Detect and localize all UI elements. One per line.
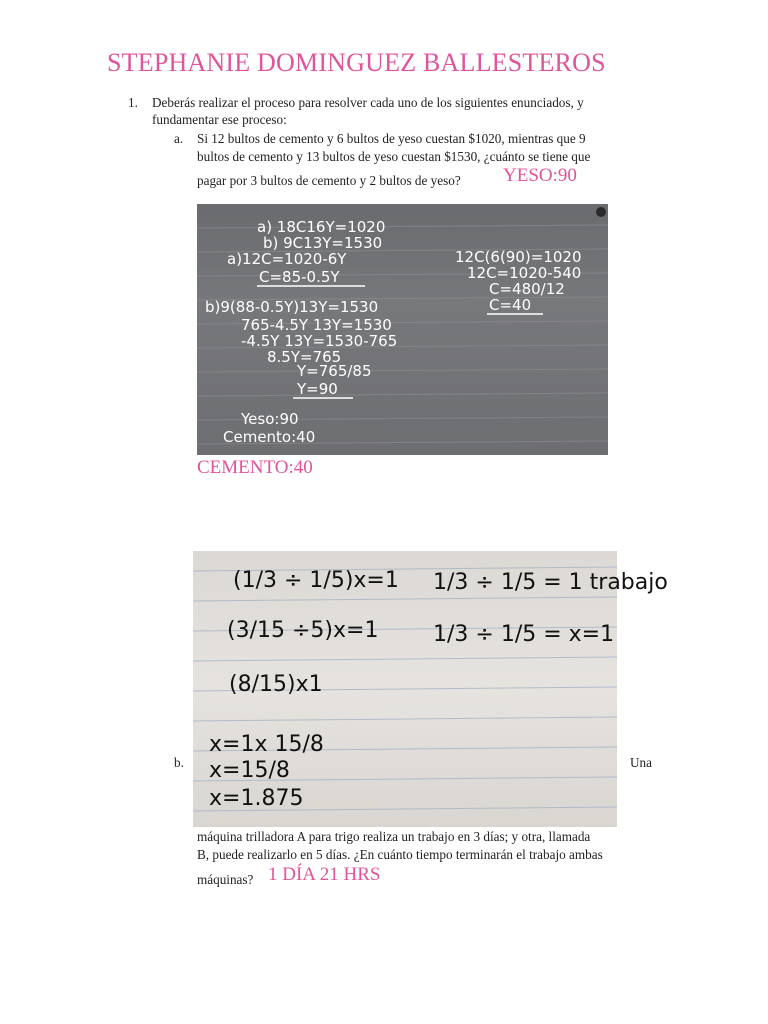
- hw-a-right-3: C=480/12: [489, 280, 565, 298]
- part-b-line2: B, puede realizarlo en 5 días. ¿En cuánto tiempo terminarán el trabajo ambas: [197, 847, 603, 862]
- hw-a-left-2: b) 9C13Y=1530: [263, 234, 383, 252]
- hw-b-eq3: (8/15)x1: [229, 672, 323, 697]
- hw-a-right-2: 12C=1020-540: [467, 264, 582, 282]
- hw-b-side2: 1/3 ÷ 1/5 = x=1: [433, 622, 615, 647]
- hw-a-mid-1: b)9(88-0.5Y)13Y=1530: [205, 298, 379, 316]
- hw-a-mid-2: 765-4.5Y 13Y=1530: [241, 316, 392, 334]
- answer-yeso: YESO:90: [503, 165, 577, 186]
- hw-a-left-3: a)12C=1020-6Y: [227, 250, 347, 268]
- hw-a-mid-5: Y=765/85: [297, 362, 372, 380]
- hw-b-eq6: x=1.875: [209, 786, 304, 811]
- part-a-line3: pagar por 3 bultos de cemento y 2 bultos de yeso?: [197, 173, 461, 188]
- handwritten-photo-a: [197, 204, 608, 455]
- part-a-letter: a.: [174, 131, 184, 146]
- hw-a-mid-6: Y=90: [297, 380, 338, 398]
- hw-a-bottom-2: Cemento:40: [223, 428, 316, 446]
- part-b-line3: máquinas?: [197, 872, 254, 887]
- answer-time: 1 DÍA 21 HRS: [268, 864, 381, 885]
- answer-cemento: CEMENTO:40: [197, 457, 313, 478]
- item-number: 1.: [128, 95, 138, 110]
- hw-a-bottom-1: Yeso:90: [241, 410, 299, 428]
- part-a-line2: bultos de cemento y 13 bultos de yeso cuestan $1530, ¿cuánto se tiene que: [197, 149, 591, 164]
- item-text-line2: fundamentar ese proceso:: [152, 112, 287, 127]
- hw-a-right-4: C=40: [489, 296, 532, 314]
- hw-b-eq5: x=15/8: [209, 758, 290, 783]
- part-b-una: Una: [630, 755, 652, 770]
- hw-b-side1: 1/3 ÷ 1/5 = 1 trabajo: [433, 570, 668, 595]
- hw-a-right-1: 12C(6(90)=1020: [455, 248, 582, 266]
- hw-a-mid-4: 8.5Y=765: [267, 348, 342, 366]
- item-text-line1: Deberás realizar el proceso para resolver cada uno de los siguientes enunciados, y: [152, 95, 584, 110]
- hw-b-eq4: x=1x 15/8: [209, 732, 324, 757]
- hw-a-mid-3: -4.5Y 13Y=1530-765: [241, 332, 398, 350]
- part-b-letter: b.: [174, 755, 184, 770]
- hw-a-left-4: C=85-0.5Y: [259, 268, 340, 286]
- hw-a-left-1: a) 18C16Y=1020: [257, 218, 386, 236]
- part-b-line1: máquina trilladora A para trigo realiza un trabajo en 3 días; y otra, llamada: [197, 829, 591, 844]
- student-name-title: STEPHANIE DOMINGUEZ BALLESTEROS: [107, 48, 606, 77]
- hw-b-eq2: (3/15 ÷5)x=1: [227, 618, 379, 643]
- hw-b-eq1: (1/3 ÷ 1/5)x=1: [233, 568, 399, 593]
- part-a-line1: Si 12 bultos de cemento y 6 bultos de yeso cuestan $1020, mientras que 9: [197, 131, 586, 146]
